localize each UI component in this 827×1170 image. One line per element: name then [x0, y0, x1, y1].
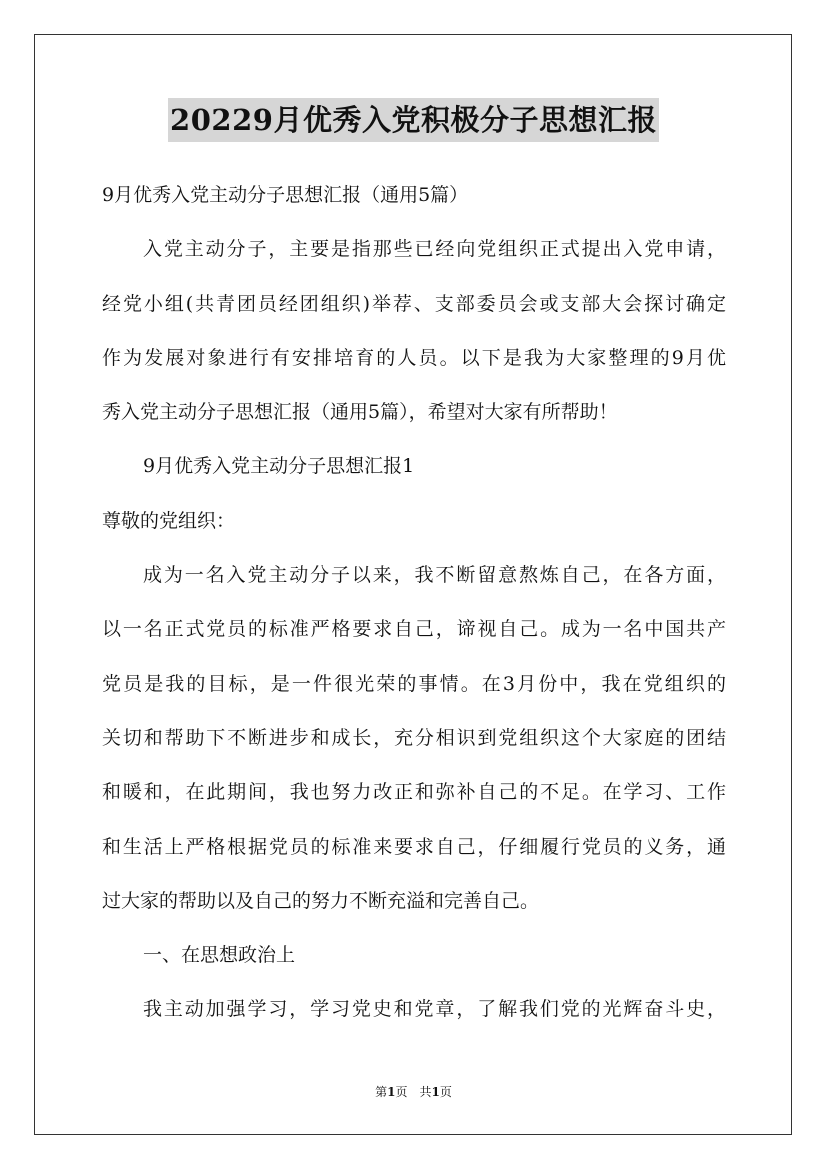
page-footer — [0, 1083, 827, 1100]
document-title: 20229月优秀入党积极分子思想汇报 — [168, 98, 659, 142]
page-total: 1 — [431, 1085, 440, 1099]
paragraph-line: 过大家的帮助以及自己的努力不断充溢和完善自己。 — [102, 889, 540, 912]
paragraph-line: 成为一名入党主动分子以来，我不断留意熬炼自己，在各方面， — [143, 564, 726, 587]
page-label-suffix: 页 — [439, 1085, 452, 1099]
section-heading: 9月优秀入党主动分子思想汇报1 — [143, 455, 415, 478]
paragraph-intro — [102, 222, 726, 439]
paragraph-line: 经党小组(共青团员经团组织)举荐、支部委员会或支部大会探讨确定 — [102, 292, 726, 315]
paragraph-line: 关切和帮助下不断进步和成长，充分相识到党组织这个大家庭的团结 — [102, 726, 726, 749]
paragraph-line: 入党主动分子，主要是指那些已经向党组织正式提出入党申请， — [143, 238, 726, 261]
paragraph-line: 我主动加强学习，学习党史和党章，了解我们党的光辉奋斗史， — [143, 998, 726, 1021]
document-subtitle: 9月优秀入党主动分子思想汇报（通用5篇） — [102, 184, 469, 206]
paragraph-line: 以一名正式党员的标准严格要求自己，谛视自己。成为一名中国共产 — [102, 618, 726, 641]
paragraph-body — [102, 548, 726, 928]
salutation: 尊敬的党组织： — [102, 509, 236, 532]
subheading: 一、在思想政治上 — [143, 944, 296, 967]
title-container — [0, 98, 827, 142]
paragraph-line: 党员是我的目标，是一件很光荣的事情。在3月份中，我在党组织的 — [102, 672, 726, 695]
document-body — [102, 168, 726, 1037]
paragraph-line: 作为发展对象进行有安排培育的人员。以下是我为大家整理的9月优 — [102, 346, 726, 369]
paragraph-line: 秀入党主动分子思想汇报（通用5篇），希望对大家有所帮助！ — [102, 401, 618, 424]
page-label-mid: 页 共 — [395, 1085, 432, 1099]
paragraph-line: 和暖和，在此期间，我也努力改正和弥补自己的不足。在学习、工作 — [102, 781, 726, 804]
page-label-prefix: 第 — [375, 1085, 388, 1099]
paragraph-line: 和生活上严格根据党员的标准来要求自己，仔细履行党员的义务，通 — [102, 835, 726, 858]
page-current: 1 — [387, 1085, 396, 1099]
